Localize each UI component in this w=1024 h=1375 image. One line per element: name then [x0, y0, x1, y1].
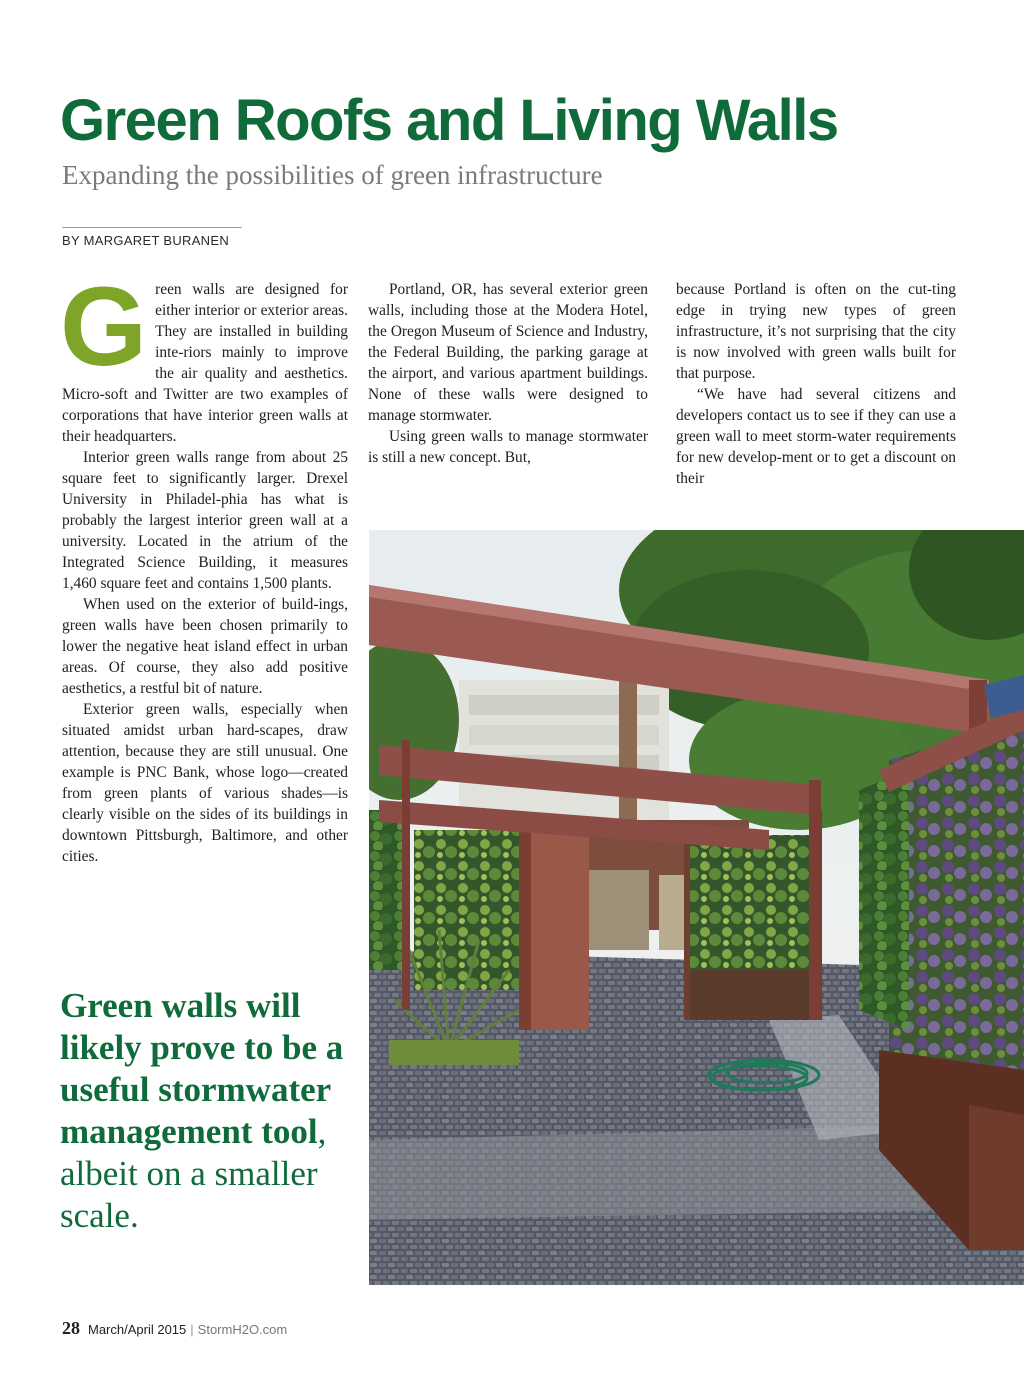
green-wall-photo-illustration [369, 530, 1024, 1285]
text-column-3 [676, 279, 956, 489]
paragraph-text: reen walls are designed for either interior or exterior areas. They are installed in building inte-riors mainly to improve the air quality and aesthetics. Micro-soft and Twitter are two examples of corporations that have interior green walls at their headquarters. [62, 281, 348, 445]
article-subtitle: Expanding the possibilities of green infrastructure [62, 160, 603, 190]
pull-quote [60, 985, 360, 1237]
byline: BY MARGARET BURANEN [62, 233, 230, 248]
paragraph: Using green walls to manage stormwater is still a new concept. But, [368, 428, 648, 466]
site-name: StormH2O.com [197, 1322, 288, 1337]
paragraph: “We have had several citizens and developers contact us to see if they can use a green wall to meet storm-water requirements for new develop-ment or to get a discount on their [676, 386, 956, 487]
drop-cap: G [60, 264, 148, 389]
paragraph: When used on the exterior of build-ings, green walls have been chosen primarily to lower the negative heat island effect in urban areas. Of course, they also add positive aesthetics, a restful bit of nature. [62, 596, 348, 697]
page-footer [62, 1318, 287, 1339]
article-title: Green Roofs and Living Walls [60, 88, 838, 153]
footer-separator: | [190, 1322, 194, 1337]
paragraph: because Portland is often on the cut-ting edge in trying new types of green infrastructure, it’s not surprising that the city is now involved with green walls built for that purpose. [676, 281, 956, 382]
pull-quote-rest: , albeit on a smaller scale. [60, 1112, 327, 1235]
paragraph [60, 264, 348, 447]
text-column-1 [60, 264, 348, 867]
byline-rule [62, 227, 242, 228]
pull-quote-strong: Green walls will likely prove to be a useful stormwater management tool [60, 986, 344, 1151]
issue-date: March/April 2015 [88, 1322, 187, 1337]
paragraph: Exterior green walls, especially when situated amidst urban hard-scapes, draw attention, because they are still unusual. One example is PNC Bank, whose logo—created from green plants of various shades—is clearly visible on the sides of its buildings in downtown Pittsburgh, Baltimore, and other cities. [62, 701, 348, 865]
paragraph: Portland, OR, has several exterior green walls, including those at the Modera Hotel, the Oregon Museum of Science and Industry, the Federal Building, the parking garage at the airport, and various apartment buildings. None of these walls were designed to manage stormwater. [368, 281, 648, 424]
green-wall-photo [369, 530, 1024, 1285]
paragraph: Interior green walls range from about 25 square feet to significantly larger. Drexel University in Philadel-phia has what is probably the largest interior green wall at a university. Located in the atrium of the Integrated Science Building, it measures 1,460 square feet and contains 1,500 plants. [62, 449, 348, 592]
text-column-2 [368, 279, 648, 468]
page-number: 28 [62, 1318, 80, 1338]
